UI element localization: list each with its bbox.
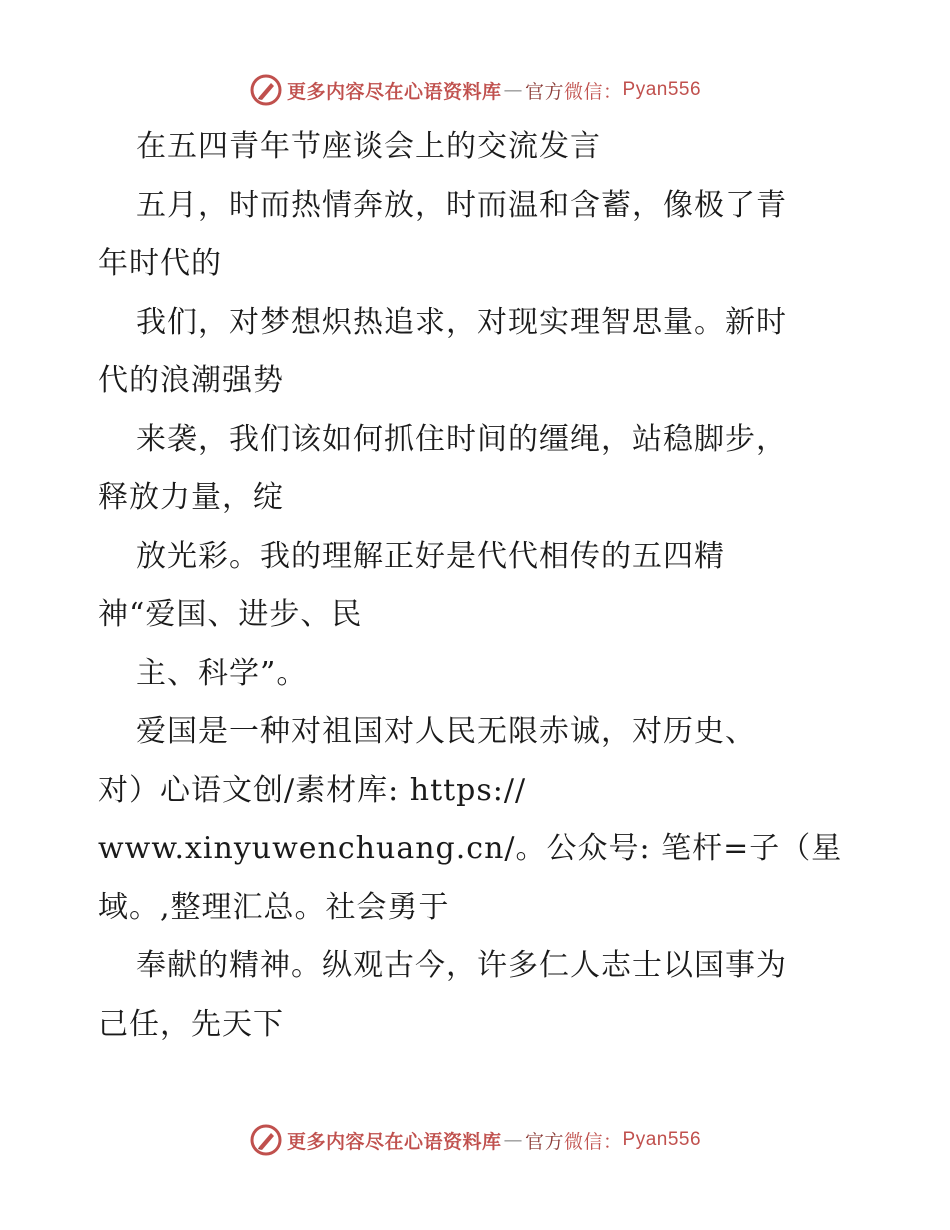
text-line: 代的浪潮强势: [98, 363, 284, 398]
header-banner: [0, 70, 950, 110]
header-brand: 更多内容尽在心语资料库: [286, 80, 502, 103]
header-wechat-label: 微信：: [564, 80, 623, 103]
text-line: 爱国是一种对祖国对人民无限赤诚，对历史、: [136, 714, 756, 749]
pen-logo-icon: [249, 1123, 283, 1157]
text-line: 己任，先天下: [98, 1006, 284, 1042]
text-line: 放光彩。我的理解正好是代代相传的五四精: [136, 538, 725, 574]
text-line: 五月，时而热情奔放，时而温和含蓄，像极了青: [136, 187, 787, 223]
text-line: 主、科学”。: [136, 655, 308, 691]
text-line: 来袭，我们该如何抓住时间的缰绳，站稳脚步，: [136, 421, 787, 457]
text-line: 神“爱国、进步、民: [98, 597, 363, 632]
text-line: 年时代的: [98, 246, 222, 281]
text-line: 域。,整理汇总。社会勇于: [98, 889, 450, 925]
footer-banner: [0, 1120, 950, 1160]
text-line: 在五四青年节座谈会上的交流发言: [136, 129, 601, 164]
text-line: 我们，对梦想炽热追求，对现实理智思量。新时: [136, 304, 787, 340]
header-wechat-id: Pyan556: [622, 79, 702, 100]
footer-official: 官方: [524, 1130, 564, 1153]
header-separator: —: [503, 79, 523, 101]
footer-wechat-id: Pyan556: [622, 1129, 702, 1150]
pen-logo-icon: [249, 73, 283, 107]
footer-wechat-label: 微信：: [564, 1130, 623, 1153]
text-line: 奉献的精神。纵观古今，许多仁人志士以国事为: [136, 948, 787, 983]
footer-brand: 更多内容尽在心语资料库: [286, 1130, 502, 1153]
footer-separator: —: [503, 1129, 523, 1151]
text-line: 释放力量，绽: [98, 480, 284, 515]
text-line: 对）心语文创/素材库: https://: [98, 772, 527, 808]
header-official: 官方: [524, 80, 564, 103]
text-line: www.xinyuwenchuang.cn/。公众号: 笔杆=子（星: [98, 831, 843, 866]
document-body: [98, 118, 858, 1054]
